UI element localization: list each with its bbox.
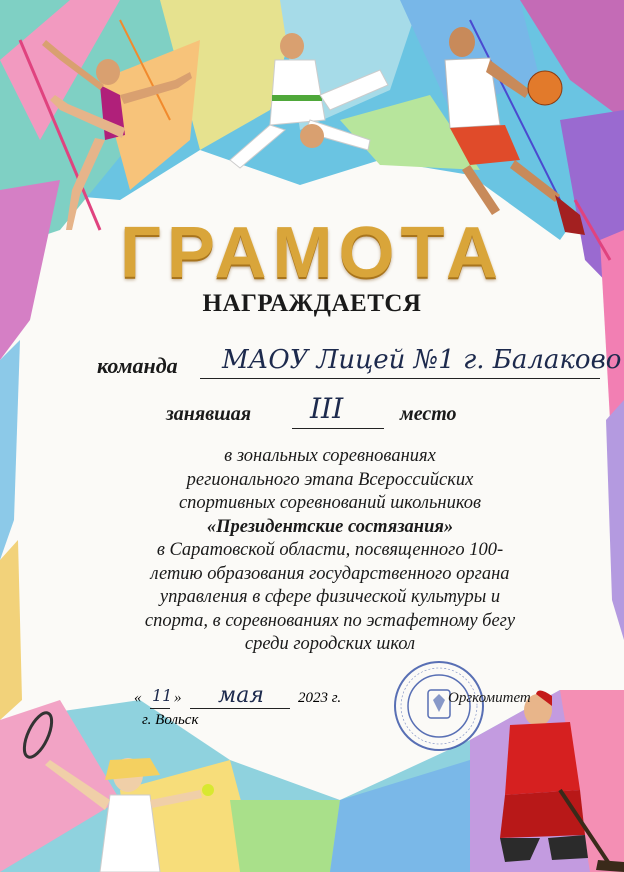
place-value-handwritten: III [310, 392, 344, 425]
certificate-body [110, 445, 550, 657]
date-day-handwritten: 11 [152, 686, 173, 705]
city: г. Вольск [142, 712, 199, 728]
place-word: место [400, 403, 457, 425]
body-line: летию образования государственного органа [150, 563, 510, 584]
organizing-committee: Оргкомитет [448, 690, 531, 706]
date-month-handwritten: мая [218, 683, 264, 708]
body-line: регионального этапа Всероссийских [186, 469, 474, 490]
awarded-heading: НАГРАЖДАЕТСЯ [202, 290, 422, 317]
body-line: управления в сфере физической культуры и [159, 587, 501, 607]
place-underline [292, 428, 384, 429]
team-underline [200, 378, 600, 379]
body-line: среди городских школ [244, 634, 416, 654]
date-close-quote: » [174, 690, 182, 706]
date-month-underline [190, 708, 290, 709]
team-name-handwritten: МАОУ Лицей №1 г. Балаково [222, 345, 622, 375]
body-line: спорта, в соревнованиях по эстафетному бегу [144, 610, 516, 631]
competition-name: «Президентские состязания» [206, 516, 454, 537]
body-line: в зональных соревнованиях [224, 446, 436, 466]
date-open-quote: « [134, 690, 142, 706]
place-label: занявшая [166, 403, 252, 425]
body-line: спортивных соревнований школьников [178, 493, 482, 513]
body-line: в Саратовской области, посвященного 100- [156, 540, 504, 560]
date-year: 2023 г. [298, 690, 342, 706]
certificate-title: ГРАМОТА [120, 213, 504, 293]
date-day-underline [150, 708, 170, 709]
team-label: команда [97, 353, 178, 378]
